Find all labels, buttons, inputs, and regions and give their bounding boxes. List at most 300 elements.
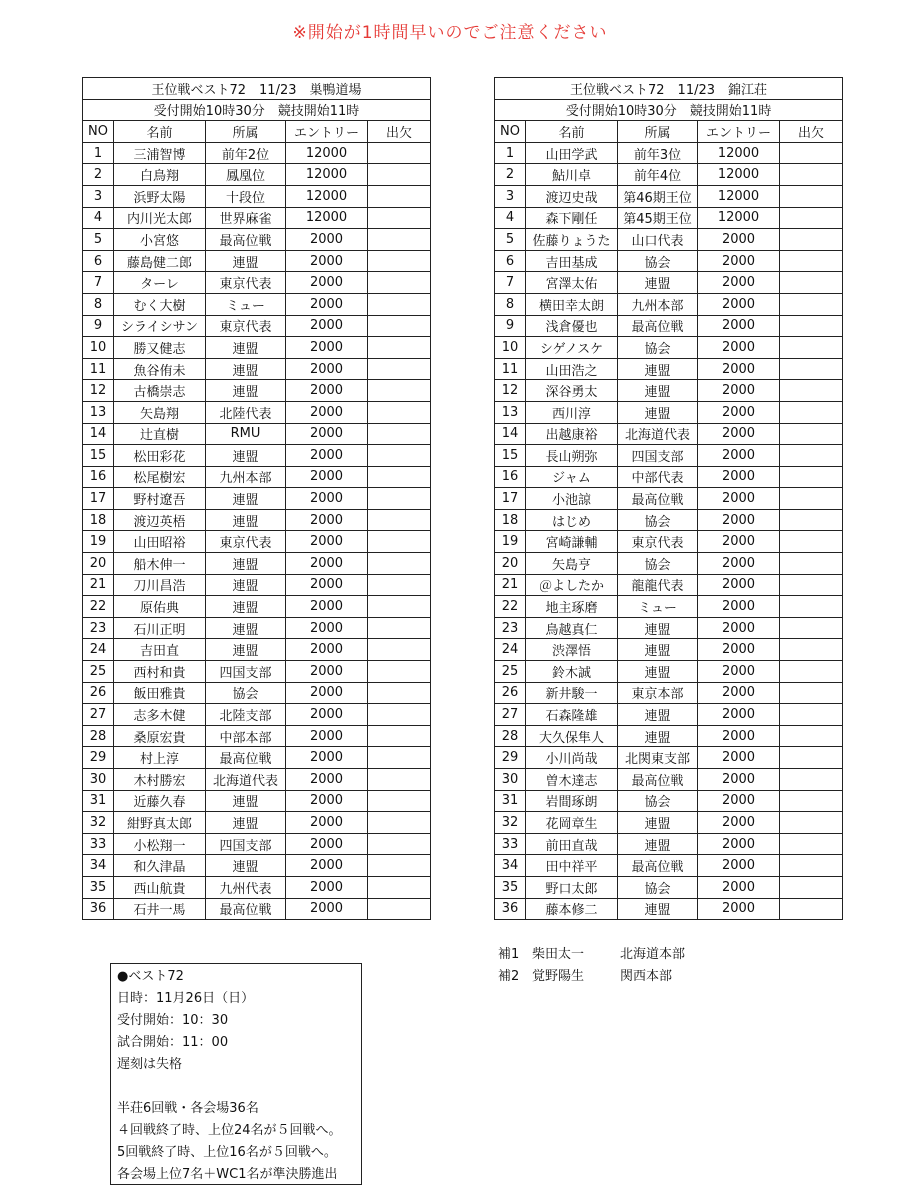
table-row (83, 531, 431, 553)
table-row (495, 315, 843, 337)
cell-attendance (368, 509, 431, 531)
cell-entry: 2000 (698, 661, 780, 683)
cell-affiliation: ミュー (618, 596, 698, 618)
cell-affiliation: 前年2位 (206, 142, 286, 164)
cell-no: 30 (495, 769, 526, 791)
cell-entry: 2000 (698, 380, 780, 402)
roster-body (83, 78, 431, 920)
cell-attendance (780, 445, 843, 467)
cell-affiliation: 協会 (618, 553, 698, 575)
cell-no: 19 (495, 531, 526, 553)
cell-name: 地主琢磨 (526, 596, 618, 618)
cell-affiliation: 最高位戦 (618, 488, 698, 510)
cell-name: 小池諒 (526, 488, 618, 510)
cell-no: 28 (83, 725, 114, 747)
cell-name: はじめ (526, 509, 618, 531)
cell-no: 9 (83, 315, 114, 337)
cell-name: 紺野真太郎 (114, 812, 206, 834)
cell-attendance (368, 898, 431, 920)
table-row (83, 574, 431, 596)
cell-entry: 2000 (698, 337, 780, 359)
table-row (83, 164, 431, 186)
cell-name: 小宮悠 (114, 229, 206, 251)
info-line: 5回戦終了時、上位16名が５回戦へ。 (117, 1145, 337, 1160)
table-row (495, 639, 843, 661)
cell-name: 宮崎謙輔 (526, 531, 618, 553)
cell-entry: 2000 (286, 855, 368, 877)
cell-name: 森下剛任 (526, 207, 618, 229)
table-row (83, 207, 431, 229)
cell-affiliation: 連盟 (206, 617, 286, 639)
cell-no: 12 (495, 380, 526, 402)
cell-attendance (780, 250, 843, 272)
cell-entry: 2000 (286, 337, 368, 359)
cell-entry: 2000 (698, 833, 780, 855)
cell-name: 辻直樹 (114, 423, 206, 445)
cell-entry: 2000 (286, 790, 368, 812)
cell-affiliation: 最高位戦 (206, 229, 286, 251)
cell-name: 花岡章生 (526, 812, 618, 834)
table-title: 王位戦ベスト72 11/23 錦江荘 (495, 78, 843, 100)
cell-entry: 2000 (698, 488, 780, 510)
cell-name: 渋澤悟 (526, 639, 618, 661)
cell-entry: 2000 (286, 898, 368, 920)
cell-name: 新井駿一 (526, 682, 618, 704)
cell-no: 30 (83, 769, 114, 791)
table-row (495, 747, 843, 769)
cell-affiliation: 東京本部 (618, 682, 698, 704)
cell-entry: 2000 (698, 769, 780, 791)
cell-entry: 2000 (286, 639, 368, 661)
cell-no: 15 (83, 445, 114, 467)
cell-entry: 12000 (286, 164, 368, 186)
cell-entry: 12000 (698, 185, 780, 207)
cell-attendance (780, 661, 843, 683)
table-row (83, 617, 431, 639)
cell-name: ジャム (526, 466, 618, 488)
cell-no: 2 (495, 164, 526, 186)
cell-affiliation: 連盟 (206, 574, 286, 596)
cell-attendance (368, 207, 431, 229)
table-row (83, 704, 431, 726)
cell-name: 浅倉優也 (526, 315, 618, 337)
cell-entry: 2000 (286, 250, 368, 272)
cell-affiliation: 九州本部 (618, 293, 698, 315)
table-title-row (495, 78, 843, 100)
info-line: 遅刻は失格 (117, 1057, 183, 1072)
cell-no: 22 (495, 596, 526, 618)
cell-entry: 2000 (698, 617, 780, 639)
cell-attendance (780, 596, 843, 618)
table-subtitle-row (495, 99, 843, 121)
table-row (495, 855, 843, 877)
cell-affiliation: 連盟 (618, 358, 698, 380)
cell-entry: 2000 (698, 639, 780, 661)
cell-affiliation: 連盟 (206, 509, 286, 531)
cell-entry: 2000 (698, 596, 780, 618)
cell-name: 藤島健二郎 (114, 250, 206, 272)
cell-entry: 2000 (698, 876, 780, 898)
cell-attendance (368, 272, 431, 294)
table-row (83, 185, 431, 207)
col-header-name: 名前 (526, 121, 618, 143)
cell-entry: 2000 (286, 488, 368, 510)
cell-no: 3 (83, 185, 114, 207)
reserve-no: 補1 (498, 947, 520, 962)
cell-no: 13 (83, 401, 114, 423)
cell-no: 31 (495, 790, 526, 812)
table-row (83, 315, 431, 337)
cell-attendance (368, 423, 431, 445)
cell-affiliation: 四国支部 (206, 833, 286, 855)
cell-no: 11 (495, 358, 526, 380)
cell-entry: 2000 (698, 401, 780, 423)
cell-attendance (368, 596, 431, 618)
cell-no: 9 (495, 315, 526, 337)
cell-entry: 2000 (286, 531, 368, 553)
table-row (495, 423, 843, 445)
table-row (495, 401, 843, 423)
cell-name: 石川正明 (114, 617, 206, 639)
table-row (495, 358, 843, 380)
table-row (495, 682, 843, 704)
cell-name: 刀川昌浩 (114, 574, 206, 596)
table-row (83, 833, 431, 855)
cell-attendance (780, 898, 843, 920)
cell-no: 36 (495, 898, 526, 920)
cell-attendance (368, 380, 431, 402)
reserve-list (498, 944, 685, 988)
cell-no: 20 (83, 553, 114, 575)
table-row (495, 488, 843, 510)
cell-name: 和久津晶 (114, 855, 206, 877)
cell-no: 25 (83, 661, 114, 683)
cell-attendance (368, 790, 431, 812)
cell-affiliation: 北海道代表 (206, 769, 286, 791)
table-row (495, 661, 843, 683)
cell-name: 深谷勇太 (526, 380, 618, 402)
info-line: 日時：11月26日（日） (117, 991, 255, 1006)
col-header-entry: エントリー (698, 121, 780, 143)
cell-no: 19 (83, 531, 114, 553)
cell-entry: 2000 (286, 596, 368, 618)
cell-entry: 2000 (286, 682, 368, 704)
cell-attendance (780, 704, 843, 726)
cell-affiliation: 連盟 (618, 617, 698, 639)
table-row (495, 509, 843, 531)
cell-entry: 2000 (698, 790, 780, 812)
cell-affiliation: 東京代表 (618, 531, 698, 553)
cell-affiliation: 連盟 (206, 337, 286, 359)
cell-attendance (780, 509, 843, 531)
cell-entry: 2000 (698, 315, 780, 337)
cell-attendance (780, 553, 843, 575)
cell-affiliation: 北陸代表 (206, 401, 286, 423)
cell-affiliation: 連盟 (618, 639, 698, 661)
cell-affiliation: 最高位戦 (206, 898, 286, 920)
cell-entry: 2000 (286, 617, 368, 639)
cell-entry: 2000 (286, 380, 368, 402)
cell-entry: 2000 (698, 682, 780, 704)
cell-entry: 2000 (286, 509, 368, 531)
cell-no: 21 (83, 574, 114, 596)
col-header-attendance: 出欠 (368, 121, 431, 143)
cell-no: 33 (83, 833, 114, 855)
cell-entry: 2000 (698, 358, 780, 380)
reserve-row (498, 944, 685, 966)
cell-name: ターレ (114, 272, 206, 294)
cell-name: 村上淳 (114, 747, 206, 769)
cell-no: 33 (495, 833, 526, 855)
table-row (83, 488, 431, 510)
cell-no: 31 (83, 790, 114, 812)
cell-affiliation: 連盟 (618, 704, 698, 726)
cell-no: 36 (83, 898, 114, 920)
col-header-entry: エントリー (286, 121, 368, 143)
cell-attendance (780, 164, 843, 186)
cell-affiliation: 四国支部 (206, 661, 286, 683)
cell-no: 22 (83, 596, 114, 618)
table-row (495, 812, 843, 834)
table-header-row (495, 121, 843, 143)
cell-no: 8 (495, 293, 526, 315)
info-line: ●ベスト72 (117, 969, 184, 984)
cell-entry: 2000 (286, 661, 368, 683)
table-subtitle-row (83, 99, 431, 121)
cell-no: 6 (83, 250, 114, 272)
cell-entry: 2000 (698, 509, 780, 531)
cell-entry: 2000 (286, 833, 368, 855)
table-row (83, 790, 431, 812)
cell-no: 1 (83, 142, 114, 164)
info-line: ４回戦終了時、上位24名が５回戦へ。 (117, 1123, 342, 1138)
cell-attendance (780, 272, 843, 294)
table-row (83, 661, 431, 683)
cell-attendance (780, 229, 843, 251)
table-row (83, 682, 431, 704)
cell-entry: 2000 (286, 358, 368, 380)
cell-entry: 2000 (698, 423, 780, 445)
cell-attendance (368, 142, 431, 164)
cell-entry: 12000 (286, 142, 368, 164)
table-row (83, 293, 431, 315)
cell-affiliation: 連盟 (206, 639, 286, 661)
cell-no: 32 (83, 812, 114, 834)
cell-attendance (780, 531, 843, 553)
cell-no: 29 (495, 747, 526, 769)
cell-name: 野口太郎 (526, 876, 618, 898)
cell-name: 前田直哉 (526, 833, 618, 855)
cell-attendance (368, 401, 431, 423)
cell-attendance (780, 401, 843, 423)
cell-name: 吉田直 (114, 639, 206, 661)
table-title-row (83, 78, 431, 100)
table-header-row (83, 121, 431, 143)
cell-name: 松田彩花 (114, 445, 206, 467)
cell-affiliation: 最高位戦 (206, 747, 286, 769)
cell-affiliation: 連盟 (618, 380, 698, 402)
table-row (495, 185, 843, 207)
cell-no: 34 (83, 855, 114, 877)
cell-name: 出越康裕 (526, 423, 618, 445)
cell-name: 西村和貴 (114, 661, 206, 683)
table-row (83, 337, 431, 359)
cell-no: 28 (495, 725, 526, 747)
cell-name: 山田浩之 (526, 358, 618, 380)
cell-no: 34 (495, 855, 526, 877)
cell-attendance (780, 423, 843, 445)
cell-no: 2 (83, 164, 114, 186)
cell-name: ＠よしたか (526, 574, 618, 596)
cell-no: 21 (495, 574, 526, 596)
cell-affiliation: 東京代表 (206, 315, 286, 337)
cell-attendance (780, 466, 843, 488)
table-row (495, 596, 843, 618)
cell-name: 田中祥平 (526, 855, 618, 877)
cell-affiliation: 中部代表 (618, 466, 698, 488)
cell-name: シゲノスケ (526, 337, 618, 359)
table-row (495, 466, 843, 488)
cell-name: 横田幸太朗 (526, 293, 618, 315)
cell-no: 25 (495, 661, 526, 683)
info-box (110, 963, 362, 1185)
cell-entry: 2000 (286, 423, 368, 445)
cell-attendance (368, 704, 431, 726)
cell-no: 32 (495, 812, 526, 834)
cell-no: 17 (495, 488, 526, 510)
cell-attendance (368, 293, 431, 315)
cell-name: 矢島亨 (526, 553, 618, 575)
cell-affiliation: 九州代表 (206, 876, 286, 898)
cell-attendance (368, 315, 431, 337)
cell-entry: 2000 (698, 445, 780, 467)
cell-affiliation: 北関東支部 (618, 747, 698, 769)
cell-name: 西山航貴 (114, 876, 206, 898)
cell-attendance (780, 725, 843, 747)
cell-no: 4 (83, 207, 114, 229)
info-line: 試合開始：11：00 (117, 1035, 229, 1050)
cell-attendance (368, 250, 431, 272)
cell-entry: 2000 (698, 293, 780, 315)
cell-attendance (780, 639, 843, 661)
info-line (117, 1076, 355, 1098)
cell-attendance (368, 466, 431, 488)
cell-no: 14 (495, 423, 526, 445)
cell-name: 岩間琢朗 (526, 790, 618, 812)
cell-entry: 2000 (286, 769, 368, 791)
cell-attendance (368, 531, 431, 553)
cell-entry: 2000 (698, 747, 780, 769)
cell-entry: 2000 (286, 553, 368, 575)
cell-no: 26 (83, 682, 114, 704)
cell-affiliation: 前年3位 (618, 142, 698, 164)
cell-no: 24 (83, 639, 114, 661)
cell-attendance (780, 207, 843, 229)
cell-affiliation: 協会 (206, 682, 286, 704)
cell-attendance (780, 876, 843, 898)
cell-no: 8 (83, 293, 114, 315)
cell-no: 7 (83, 272, 114, 294)
cell-no: 6 (495, 250, 526, 272)
cell-affiliation: 連盟 (618, 725, 698, 747)
cell-attendance (780, 185, 843, 207)
cell-affiliation: 東京代表 (206, 531, 286, 553)
cell-attendance (368, 185, 431, 207)
cell-attendance (368, 855, 431, 877)
col-header-affiliation: 所属 (618, 121, 698, 143)
cell-attendance (368, 553, 431, 575)
cell-entry: 2000 (698, 812, 780, 834)
cell-attendance (780, 380, 843, 402)
cell-affiliation: 前年4位 (618, 164, 698, 186)
table-row (83, 596, 431, 618)
cell-name: 矢島翔 (114, 401, 206, 423)
cell-attendance (368, 661, 431, 683)
cell-entry: 12000 (286, 185, 368, 207)
cell-name: 曽木達志 (526, 769, 618, 791)
table-row (83, 747, 431, 769)
cell-affiliation: 最高位戦 (618, 855, 698, 877)
cell-affiliation: ミュー (206, 293, 286, 315)
cell-entry: 2000 (286, 293, 368, 315)
cell-name: 内川光太郎 (114, 207, 206, 229)
cell-name: シライシサン (114, 315, 206, 337)
info-line: 受付開始：10：30 (117, 1013, 229, 1028)
cell-attendance (368, 769, 431, 791)
reserve-row (498, 966, 685, 988)
cell-entry: 2000 (286, 747, 368, 769)
col-header-affiliation: 所属 (206, 121, 286, 143)
cell-attendance (368, 682, 431, 704)
cell-affiliation: 連盟 (618, 401, 698, 423)
cell-attendance (780, 142, 843, 164)
cell-affiliation: 連盟 (618, 661, 698, 683)
table-row (83, 769, 431, 791)
cell-entry: 2000 (286, 725, 368, 747)
table-row (83, 250, 431, 272)
table-row (495, 876, 843, 898)
cell-name: 野村遼吾 (114, 488, 206, 510)
table-row (83, 466, 431, 488)
cell-affiliation: 東京代表 (206, 272, 286, 294)
info-line: 各会場上位7名＋WC1名が準決勝進出 (117, 1167, 338, 1182)
table-row (83, 553, 431, 575)
table-row (83, 358, 431, 380)
cell-attendance (368, 725, 431, 747)
cell-entry: 12000 (698, 207, 780, 229)
table-row (83, 855, 431, 877)
cell-attendance (368, 833, 431, 855)
cell-no: 10 (495, 337, 526, 359)
cell-entry: 2000 (286, 812, 368, 834)
cell-affiliation: 第45期王位 (618, 207, 698, 229)
cell-attendance (368, 337, 431, 359)
table-row (495, 337, 843, 359)
cell-affiliation: 連盟 (618, 812, 698, 834)
cell-no: 18 (83, 509, 114, 531)
cell-affiliation: 連盟 (206, 380, 286, 402)
roster-body (495, 78, 843, 920)
cell-attendance (780, 833, 843, 855)
reserve-name: 覚野陽生 (532, 969, 585, 984)
cell-entry: 2000 (286, 401, 368, 423)
cell-name: 渡辺英梧 (114, 509, 206, 531)
cell-name: 三浦智博 (114, 142, 206, 164)
cell-name: むく大樹 (114, 293, 206, 315)
cell-attendance (368, 358, 431, 380)
cell-name: 木村勝宏 (114, 769, 206, 791)
cell-no: 10 (83, 337, 114, 359)
